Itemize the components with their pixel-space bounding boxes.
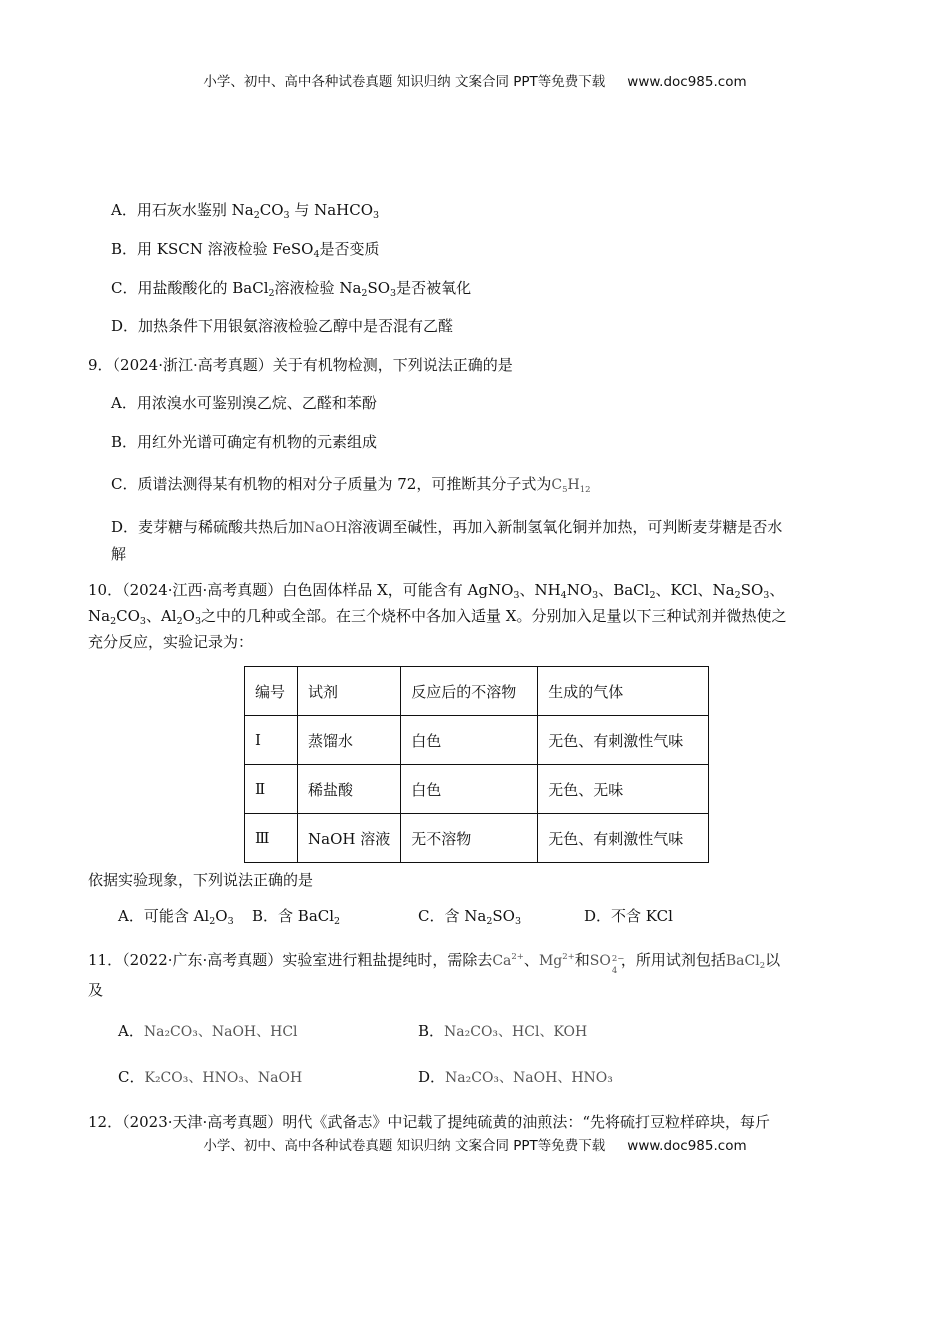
q12-stem: 12．（2023·天津·高考真题）明代《武备志》中记载了提纯硫黄的油煎法：“先将硫打豆粒样碎块，每斤 <box>88 1113 770 1131</box>
q10-option-a: A．可能含 $Al_2O_3$ <box>118 907 234 927</box>
q9-option-d: D．麦芽糖与稀硫酸共热后加NaOH溶液调至碱性，再加入新制氢氧化铜并加热，可判断麦芽糖是否水 <box>111 518 783 536</box>
table-cell: 无色、无味 <box>538 765 709 814</box>
q9-option-b: B．用红外光谱可确定有机物的元素组成 <box>111 433 378 451</box>
table-cell: Ⅱ <box>245 765 298 814</box>
table-cell: Ⅰ <box>245 716 298 765</box>
table-row <box>245 765 709 814</box>
q10-stem-line3: 充分反应，实验记录为： <box>88 633 254 651</box>
table-header-cell: 编号 <box>245 667 298 716</box>
table-cell: 白色 <box>401 765 538 814</box>
q8-option-a: A．用石灰水鉴别 $Na_2CO_3$ 与 NaHCO$_3$ <box>111 201 380 221</box>
table-cell: 无色、有刺激性气味 <box>538 814 709 863</box>
footer-site-link[interactable]: www.doc985.com <box>627 1138 747 1154</box>
table-cell: 蒸馏水 <box>298 716 401 765</box>
table-header-cell: 生成的气体 <box>538 667 709 716</box>
table-header-cell: 试剂 <box>298 667 401 716</box>
q11-stem-line2: 及 <box>88 981 104 999</box>
table-row <box>245 814 709 863</box>
q11-stem-line1: 11．（2022·广东·高考真题）实验室进行粗盐提纯时，需除去$Ca^{2+}$、$Mg^{2+}$和SO 2− 4 ，所用试剂包括BaCl$_2$以 <box>88 951 781 976</box>
q11-option-d: D．Na₂CO₃、NaOH、HNO₃ <box>418 1068 613 1086</box>
q10-stem-line1: 10．（2024·江西·高考真题）白色固体样品 X，可能含有 AgNO$_3$、$NH_4NO_3$、BaCl$_2$、KCl、$Na_2SO_3$、 <box>88 581 785 601</box>
table-cell: Ⅲ <box>245 814 298 863</box>
table-header-cell: 反应后的不溶物 <box>401 667 538 716</box>
header-text: 小学、初中、高中各种试卷真题 知识归纳 文案合同 PPT等免费下载 <box>203 74 606 90</box>
q9-option-c: C．质谱法测得某有机物的相对分子质量为 72，可推断其分子式为$C_5H_{12}$ <box>111 475 591 495</box>
formula-c5h12: $C_5H_{12}$ <box>551 477 591 495</box>
q10-stem-line2: $Na_2CO_3$、$Al_2O_3$之中的几种或全部。在三个烧杯中各加入适量 X。分别加入足量以下三种试剂并微热使之 <box>88 607 787 627</box>
table-cell: 白色 <box>401 716 538 765</box>
table-cell: 无色、有刺激性气味 <box>538 716 709 765</box>
q8-option-d: D．加热条件下用银氨溶液检验乙醇中是否混有乙醛 <box>111 317 454 335</box>
header-site-link[interactable]: www.doc985.com <box>627 74 747 90</box>
page-header <box>0 70 950 90</box>
footer-text: 小学、初中、高中各种试卷真题 知识归纳 文案合同 PPT等免费下载 <box>203 1138 606 1154</box>
q9-stem: 9．（2024·浙江·高考真题）关于有机物检测，下列说法正确的是 <box>88 356 513 374</box>
q10-option-c: C．含 $Na_2SO_3$ <box>418 907 521 927</box>
q8-option-c: C．用盐酸酸化的 BaCl$_2$溶液检验 $Na_2SO_3$是否被氧化 <box>111 279 472 299</box>
q10-option-b: B．含 BaCl$_2$ <box>252 907 341 927</box>
table-cell: NaOH 溶液 <box>298 814 401 863</box>
table-header-row <box>245 667 709 716</box>
q11-option-b: B．Na₂CO₃、HCl、KOH <box>418 1022 588 1040</box>
q8-option-b: B．用 KSCN 溶液检验 FeSO$_4$是否变质 <box>111 240 380 260</box>
table-cell: 稀盐酸 <box>298 765 401 814</box>
q10-option-d: D．不含 KCl <box>584 907 673 925</box>
q10-after-table: 依据实验现象，下列说法正确的是 <box>88 871 314 889</box>
q9-option-a: A．用浓溴水可鉴别溴乙烷、乙醛和苯酚 <box>111 394 377 412</box>
table-cell: 无不溶物 <box>401 814 538 863</box>
q9-option-d-cont: 解 <box>111 545 127 563</box>
experiment-table <box>244 666 709 863</box>
q11-option-a: A．Na₂CO₃、NaOH、HCl <box>118 1022 298 1040</box>
page-footer <box>0 1134 950 1154</box>
table-row <box>245 716 709 765</box>
q11-option-c: C．K₂CO₃、HNO₃、NaOH <box>118 1068 303 1086</box>
